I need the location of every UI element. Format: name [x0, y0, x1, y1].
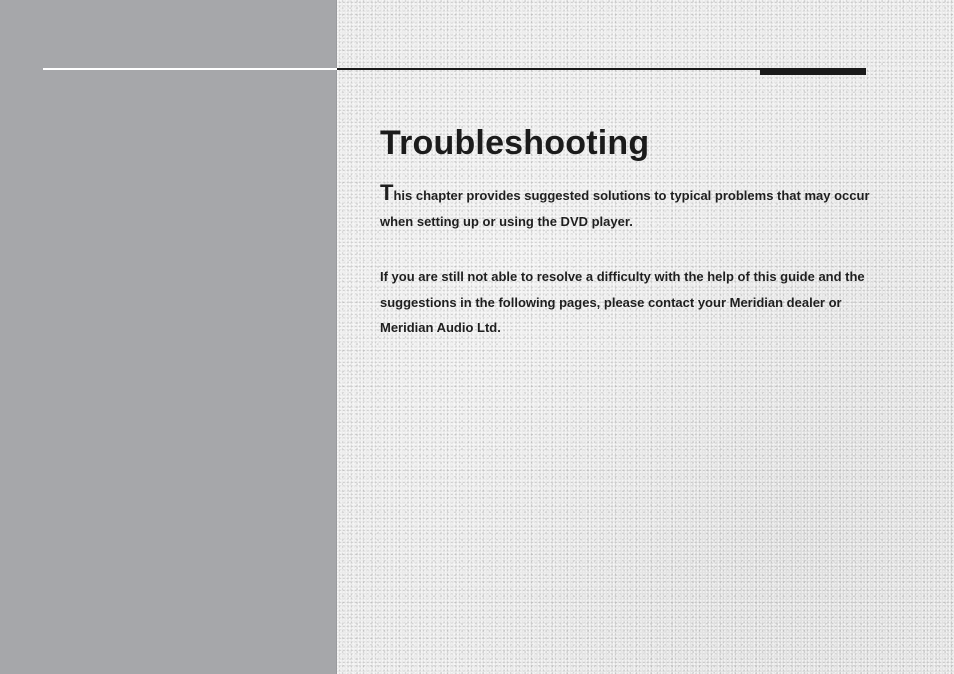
header-rule-right	[337, 68, 760, 70]
intro-text: his chapter provides suggested solutions to typical problems that may occur when setting up or using the DVD player.	[380, 188, 870, 229]
contact-paragraph: If you are still not able to resolve a difficulty with the help of this guide and the suggestions in the following pages, please contact your Meridian dealer or Meridian Audio Ltd.	[380, 269, 865, 335]
drop-cap: T	[380, 180, 394, 205]
header-rule-accent	[760, 68, 866, 75]
intro-paragraph	[380, 180, 870, 234]
page-title: Troubleshooting	[380, 124, 650, 162]
grey-sidebar-panel	[0, 0, 337, 674]
header-rule-left	[43, 68, 337, 70]
